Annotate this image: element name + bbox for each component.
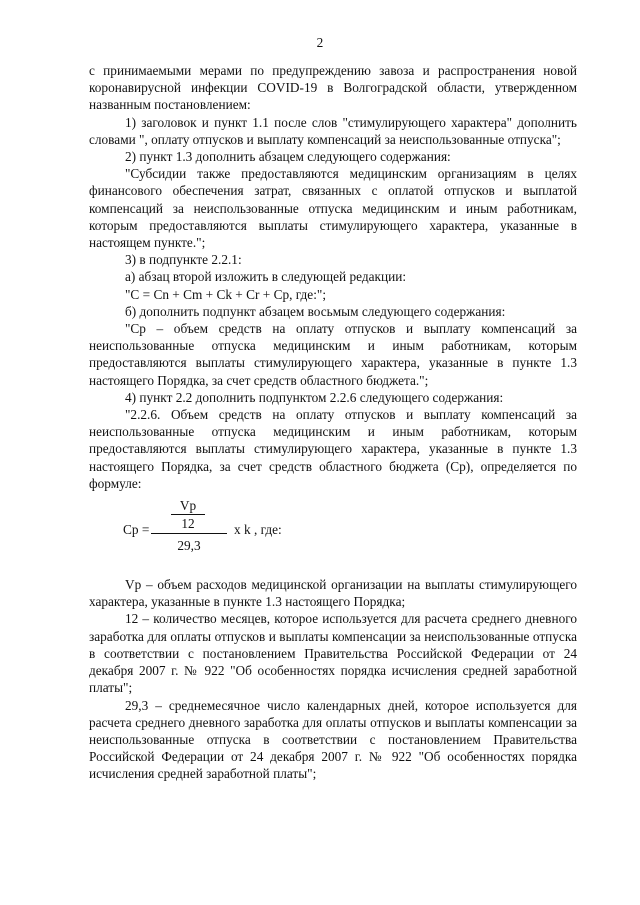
paragraph: а) абзац второй изложить в следующей редакции: (125, 269, 407, 285)
paragraph: "Субсидии также предоставляются медицинским организациям в целях финансового обеспечения затрат, связанных с оплатой отпусков и выплатой компенсаций за неиспользованные отпуска медицинским и иным работникам, которым предоставляются выплаты стимулирующего характера, указанные в настоящем пункте."; (89, 166, 577, 251)
paragraphs-top (89, 62, 577, 492)
paragraph: Vp – объем расходов медицинской организации на выплаты стимулирующего характера, указанные в пункте 1.3 настоящего Порядка; (89, 577, 577, 610)
paragraph: 4) пункт 2.2 дополнить подпунктом 2.2.6 следующего содержания: (125, 389, 504, 405)
paragraph: 29,3 – среднемесячное число календарных дней, которое используется для расчета среднего дневного заработка для оплаты отпусков и выплаты компенсации за неиспользованные отпуска в соответствии с постановлением Правительства Российской Федерации от 24 декабря 2007 г. № 922 "Об особенностях порядка исчисления средней заработной платы"; (89, 697, 577, 782)
formula-denominator: 29,3 (177, 538, 201, 554)
paragraph: "C = Cn + Cm + Ck + Cr + Cp, где:"; (125, 286, 327, 302)
paragraph: 2) пункт 1.3 дополнить абзацем следующего содержания: (125, 149, 451, 165)
paragraph: б) дополнить подпункт абзацем восьмым следующего содержания: (125, 303, 506, 319)
paragraph: 3) в подпункте 2.2.1: (125, 252, 242, 268)
formula-cp (89, 496, 577, 566)
paragraph: с принимаемыми мерами по предупреждению завоза и распространения новой коронавирусной инфекции COVID-19 в Волгоградской области, утвержденном названным постановлением: (89, 63, 577, 113)
formula-numerator-top: Vp (179, 498, 197, 514)
paragraph: 1) заголовок и пункт 1.1 после слов "стимулирующего характера" дополнить словами ", оплату отпусков и выплату компенсаций за неиспользованные отпуска"; (89, 114, 577, 147)
formula-outer-fraction-bar (151, 533, 227, 534)
paragraph: 12 – количество месяцев, которое используется для расчета среднего дневного заработка для оплаты отпусков и выплаты компенсации за неиспользованные отпуска в соответствии с постановлением Правительства Российской Федерации от 24 декабря 2007 г. № 922 "Об особенностях порядка исчисления средней заработной платы"; (89, 611, 577, 696)
paragraph: "2.2.6. Объем средств на оплату отпусков и выплату компенсаций за неиспользованные отпуска медицинским и иным работникам, которым предоставляются выплаты стимулирующего характера, указанные в пункте 1.3 настоящего Порядка, за счет средств областного бюджета (Cp), определяется по формуле: (89, 407, 577, 491)
page-number: 2 (316, 35, 324, 50)
formula-lhs: Cp = (123, 522, 150, 538)
document-body (89, 62, 577, 783)
paragraphs-bottom (89, 576, 577, 782)
paragraph: "Cp – объем средств на оплату отпусков и выплату компенсаций за неиспользованные отпуска медицинским и иным работникам, которым предоставляются выплаты стимулирующего характера, указанные в пункте 1.3 настоящего Порядка, за счет средств областного бюджета."; (89, 321, 577, 388)
formula-rhs: x k , где: (234, 522, 282, 538)
formula-numerator-bottom: 12 (181, 516, 195, 532)
